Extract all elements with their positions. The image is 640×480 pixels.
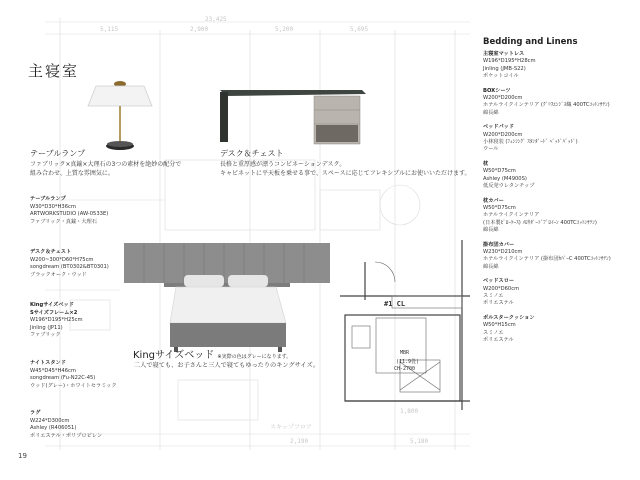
bedding-line: ホテルライクインテリア (ｸﾞﾘｽｴﾝｼﾞﾖ織 400TCｺｯﾄﾝｻﾃﾝ) <box>483 102 610 109</box>
bed-caption <box>133 346 291 361</box>
bed-caption-text: Kingサイズベッド <box>133 350 215 361</box>
spec-heading: テーブルランプ <box>30 196 66 202</box>
spec-nightstand <box>30 360 130 390</box>
bedding-line: 低反発ウレタンチップ <box>483 183 535 190</box>
bedding-heading: 枕 <box>483 160 489 167</box>
bedding-linens-column <box>483 37 633 351</box>
spec-line: Ashley (R406051) <box>30 425 77 432</box>
bedding-line: 綿長綿 <box>483 263 499 270</box>
lamp-text-line: 組み合わせ、上質な雰囲気に。 <box>30 170 114 177</box>
bedding-line: W50*D75cm <box>483 204 516 211</box>
bedding-line: ウール <box>483 146 499 153</box>
spec-line: songdream (BT0302&BT0301) <box>30 264 109 271</box>
spec-desk <box>30 249 130 279</box>
closet-label: #1 CL <box>384 300 406 308</box>
plan-dim: 1,800 <box>400 408 419 415</box>
room-name: MBR <box>400 350 410 356</box>
bedding-item <box>483 242 633 272</box>
bedding-line: ポケットコイル <box>483 73 519 80</box>
bedding-heading: 枕カバー <box>483 197 504 204</box>
bedding-line: ポリエステル <box>483 337 514 343</box>
bedding-item <box>483 198 633 235</box>
bedding-line: W50*D75cm <box>483 168 516 175</box>
plan-dim: 5,200 <box>275 26 294 33</box>
desk-text-line: 長格と重厚感が漂うコンビネーションデスク。 <box>220 161 346 168</box>
bedding-heading: ベッドスロー <box>483 278 515 285</box>
lamp-caption: テーブルランプ <box>30 149 86 158</box>
bedding-line: 小林寝装 (ﾌｪﾝｼﾝｸﾞ ｽﾀﾝﾀﾞｰﾄﾞ ﾍﾞｯﾄﾞﾊﾟｯﾄﾞ) <box>483 139 578 146</box>
bedding-line: 綿長綿 <box>483 227 499 234</box>
bedding-heading: 主寝室マットレス <box>483 51 525 57</box>
bedding-line: スミノエ <box>483 292 504 299</box>
spec-line: Sサイズフレーム×2 <box>30 309 78 316</box>
bedding-item <box>483 88 633 118</box>
spec-line: ウッド(グレー)・ホワイトセラミック <box>30 382 117 389</box>
bedding-item <box>483 278 633 308</box>
bedding-line: Ashley (M4900S) <box>483 175 527 182</box>
spec-line: W224*D300cm <box>30 417 70 424</box>
bedding-line: スミノエ <box>483 329 504 336</box>
plan-dim: 5,115 <box>100 26 119 33</box>
spec-lamp <box>30 196 130 226</box>
spec-line: ARTWORKSTUDIO (AW-0533E) <box>30 211 109 218</box>
bedding-title: Bedding and Linens <box>483 37 578 47</box>
bedding-line: W196*D195*H28cm <box>483 58 536 65</box>
bedding-line: ポリエステル <box>483 300 514 307</box>
bedding-item <box>483 124 633 154</box>
plan-dim: 2,900 <box>190 26 209 33</box>
lamp-description <box>30 160 181 178</box>
spec-line: ブラックオーク・ウッド <box>30 271 87 278</box>
spec-heading: Kingサイズベッド <box>30 302 74 308</box>
spec-heading: デスク＆チェスト <box>30 249 72 255</box>
plan-dim: 5,695 <box>350 26 369 33</box>
lamp-text-line: ファブリック×真鍮×大理石の3つの素材を絶妙の配分で <box>30 161 182 168</box>
bed-description: 二人で寝ても、お子さんと三人で寝てもゆったりのキングサイズ。 <box>134 362 320 369</box>
spec-line: Jinling (JP11) <box>30 324 63 331</box>
bedding-item <box>483 315 633 345</box>
table-lamp-image <box>86 76 154 156</box>
bedding-heading: ボルスタークッション <box>483 314 535 321</box>
spec-line: W45*D45*H46cm <box>30 367 76 374</box>
desk-text-line: キャビネットに平天板を乗せる事で、スペースに応じてフレキシブルにお使いいただけます。 <box>220 170 471 177</box>
spec-line: ファブリック <box>30 332 61 339</box>
bedding-line: 綿長綿 <box>483 109 499 116</box>
bedding-line: Jinling (JMB-S22) <box>483 65 526 72</box>
desk-caption: デスク＆チェスト <box>220 149 284 158</box>
bedding-line: W230*D210cm <box>483 248 523 255</box>
plan-dim-total: 23,425 <box>205 16 227 23</box>
spec-rug <box>30 410 130 440</box>
bed-note: ※実際の色はグレーになります。 <box>217 354 292 360</box>
bedding-line: W200*D60cm <box>483 285 520 292</box>
spec-heading: ナイトスタンド <box>30 360 66 366</box>
spec-line: songdream (Fu-N22C-45) <box>30 375 96 382</box>
plan-dim: 5,180 <box>410 438 429 445</box>
plan-dim: 2,190 <box>290 438 309 445</box>
king-bed-image <box>124 243 330 355</box>
bedding-line: W50*H15cm <box>483 322 516 329</box>
bedding-line: ホテルライクインテリア <box>483 212 540 219</box>
desk-description <box>220 160 471 178</box>
spec-heading: ラグ <box>30 410 41 416</box>
bedding-heading: BOXシーツ <box>483 87 511 94</box>
bedding-line: (日本製ﾋﾟﾛｰｹｰｽ) ﾒﾛｳﾀﾞｰﾄﾞﾌﾟﾛｲｰﾝ 400TCｺｯﾄﾝｻﾃﾝ) <box>483 219 597 226</box>
room-size: (11.9畳) <box>396 359 420 365</box>
ceiling-height: CH-2700 <box>394 366 416 372</box>
bedding-heading: ベッドパッド <box>483 124 515 131</box>
bedding-line: W200*D200cm <box>483 131 523 138</box>
bedding-line: ホテルライクインテリア (掛布団ｶﾊﾞｰC 400TCｺｯﾄﾝｻﾃﾝ) <box>483 256 611 263</box>
spec-line: W30*D30*H36cm <box>30 203 76 210</box>
spec-line: ファブリック・真鍮・大理石 <box>30 218 97 225</box>
spec-line: ポリエステル・ポリプロピレン <box>30 432 103 439</box>
spec-line: W196*D195*H25cm <box>30 317 83 324</box>
bedding-item <box>483 161 633 191</box>
bedding-line: W200*D200cm <box>483 95 523 102</box>
page-number: 19 <box>18 452 27 460</box>
bedding-item <box>483 51 633 81</box>
desk-chest-image <box>216 84 366 148</box>
spec-bed <box>30 302 130 340</box>
plan-floor-label: スキップフロア <box>270 424 312 431</box>
page-title: 主寝室 <box>28 62 80 80</box>
bedding-heading: 掛布団カバー <box>483 241 515 248</box>
spec-line: W200~300*D60*H75cm <box>30 256 94 263</box>
